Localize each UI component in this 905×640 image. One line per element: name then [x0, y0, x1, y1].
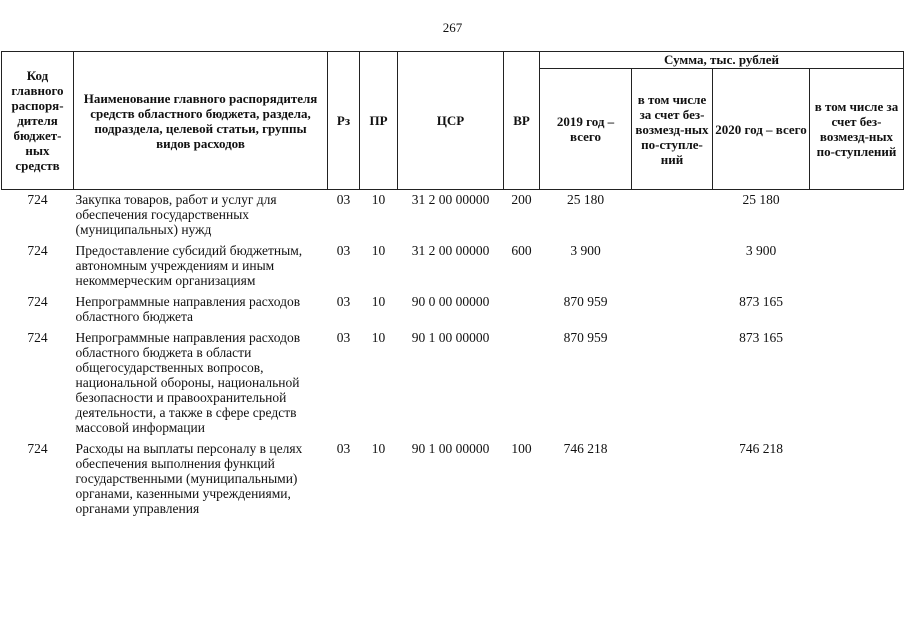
cell-2019-total: 870 959 — [563, 330, 608, 345]
cell-rz: 03 — [336, 243, 351, 258]
cell-2020-total: 25 180 — [742, 192, 780, 207]
cell-code: 724 — [27, 330, 48, 345]
cell-rz: 03 — [336, 441, 351, 456]
cell-pr: 10 — [371, 243, 386, 258]
cell-2019-total: 25 180 — [566, 192, 605, 207]
header-2019-grants: в том числе за счет без-возмезд-ных по-ступле-ний — [632, 69, 713, 190]
cell-name: Расходы на выплаты персоналу в целях обеспечения выполнения функций государственными (муниципальными) органами, казенными учреждениями, органами управления — [75, 441, 303, 516]
cell-2020-grants — [810, 328, 904, 439]
table-row — [2, 292, 904, 328]
cell-name: Закупка товаров, работ и услуг для обеспечения государственных (муниципальных) нужд — [75, 192, 277, 237]
cell-csr: 90 0 00 00000 — [411, 294, 490, 309]
cell-csr: 31 2 00 00000 — [411, 243, 490, 258]
page-number: 267 — [442, 20, 463, 35]
cell-vr: 100 — [511, 441, 532, 456]
header-2020-total: 2020 год – всего — [713, 69, 810, 190]
cell-2019-total: 3 900 — [570, 243, 601, 258]
header-code: Код главного распоря-дителя бюджет-ных средств — [2, 52, 74, 190]
cell-2019-total: 746 218 — [563, 441, 608, 456]
cell-csr: 90 1 00 00000 — [411, 330, 490, 345]
cell-2020-total: 873 165 — [739, 330, 783, 345]
cell-2020-total: 746 218 — [739, 441, 783, 456]
cell-code: 724 — [27, 294, 48, 309]
table-row — [2, 241, 904, 292]
cell-code: 724 — [27, 441, 48, 456]
cell-csr: 90 1 00 00000 — [411, 441, 490, 456]
header-name: Наименование главного распорядителя средств областного бюджета, раздела, подраздела, целевой статьи, группы видов расходов — [74, 52, 328, 190]
cell-name: Предоставление субсидий бюджетным, автономным учреждениям и иным некоммерческим организациям — [75, 243, 303, 288]
cell-2020-total: 3 900 — [745, 243, 777, 258]
cell-code: 724 — [27, 243, 48, 258]
cell-2020-grants — [810, 439, 904, 520]
cell-vr — [504, 292, 540, 328]
cell-2020-grants — [810, 241, 904, 292]
cell-2020-grants — [810, 292, 904, 328]
header-sum-group: Сумма, тыс. рублей — [540, 52, 904, 69]
cell-2019-grants — [632, 292, 713, 328]
table-row — [2, 190, 904, 242]
header-2019-total: 2019 год – всего — [540, 69, 632, 190]
cell-2019-grants — [632, 439, 713, 520]
header-pr: ПР — [360, 52, 398, 190]
table-body — [2, 190, 904, 521]
table-row — [2, 328, 904, 439]
header-rz: Рз — [328, 52, 360, 190]
cell-pr: 10 — [371, 294, 386, 309]
cell-2020-grants — [810, 190, 904, 242]
cell-name: Непрограммные направления расходов областного бюджета в области общегосударственных вопросов, национальной обороны, национальной безопасности и правоохранительной деятельности, а также в сфере средств массовой информации — [75, 330, 301, 435]
header-vr: ВР — [504, 52, 540, 190]
cell-csr: 31 2 00 00000 — [411, 192, 490, 207]
cell-vr: 200 — [511, 192, 532, 207]
budget-table — [1, 51, 904, 520]
header-2020-grants: в том числе за счет без-возмезд-ных по-ступлений — [810, 69, 904, 190]
cell-rz: 03 — [336, 330, 351, 345]
cell-pr: 10 — [371, 330, 386, 345]
cell-code: 724 — [27, 192, 48, 207]
cell-name: Непрограммные направления расходов областного бюджета — [75, 294, 301, 324]
cell-vr — [504, 328, 540, 439]
table-row — [2, 439, 904, 520]
cell-vr: 600 — [511, 243, 532, 258]
cell-pr: 10 — [371, 192, 386, 207]
table-header — [2, 52, 904, 190]
cell-2019-total: 870 959 — [563, 294, 608, 309]
cell-pr: 10 — [371, 441, 386, 456]
cell-rz: 03 — [336, 294, 351, 309]
cell-2019-grants — [632, 328, 713, 439]
cell-2020-total: 873 165 — [739, 294, 783, 309]
cell-rz: 03 — [336, 192, 351, 207]
cell-2019-grants — [632, 241, 713, 292]
cell-2019-grants — [632, 190, 713, 242]
header-csr: ЦСР — [398, 52, 504, 190]
